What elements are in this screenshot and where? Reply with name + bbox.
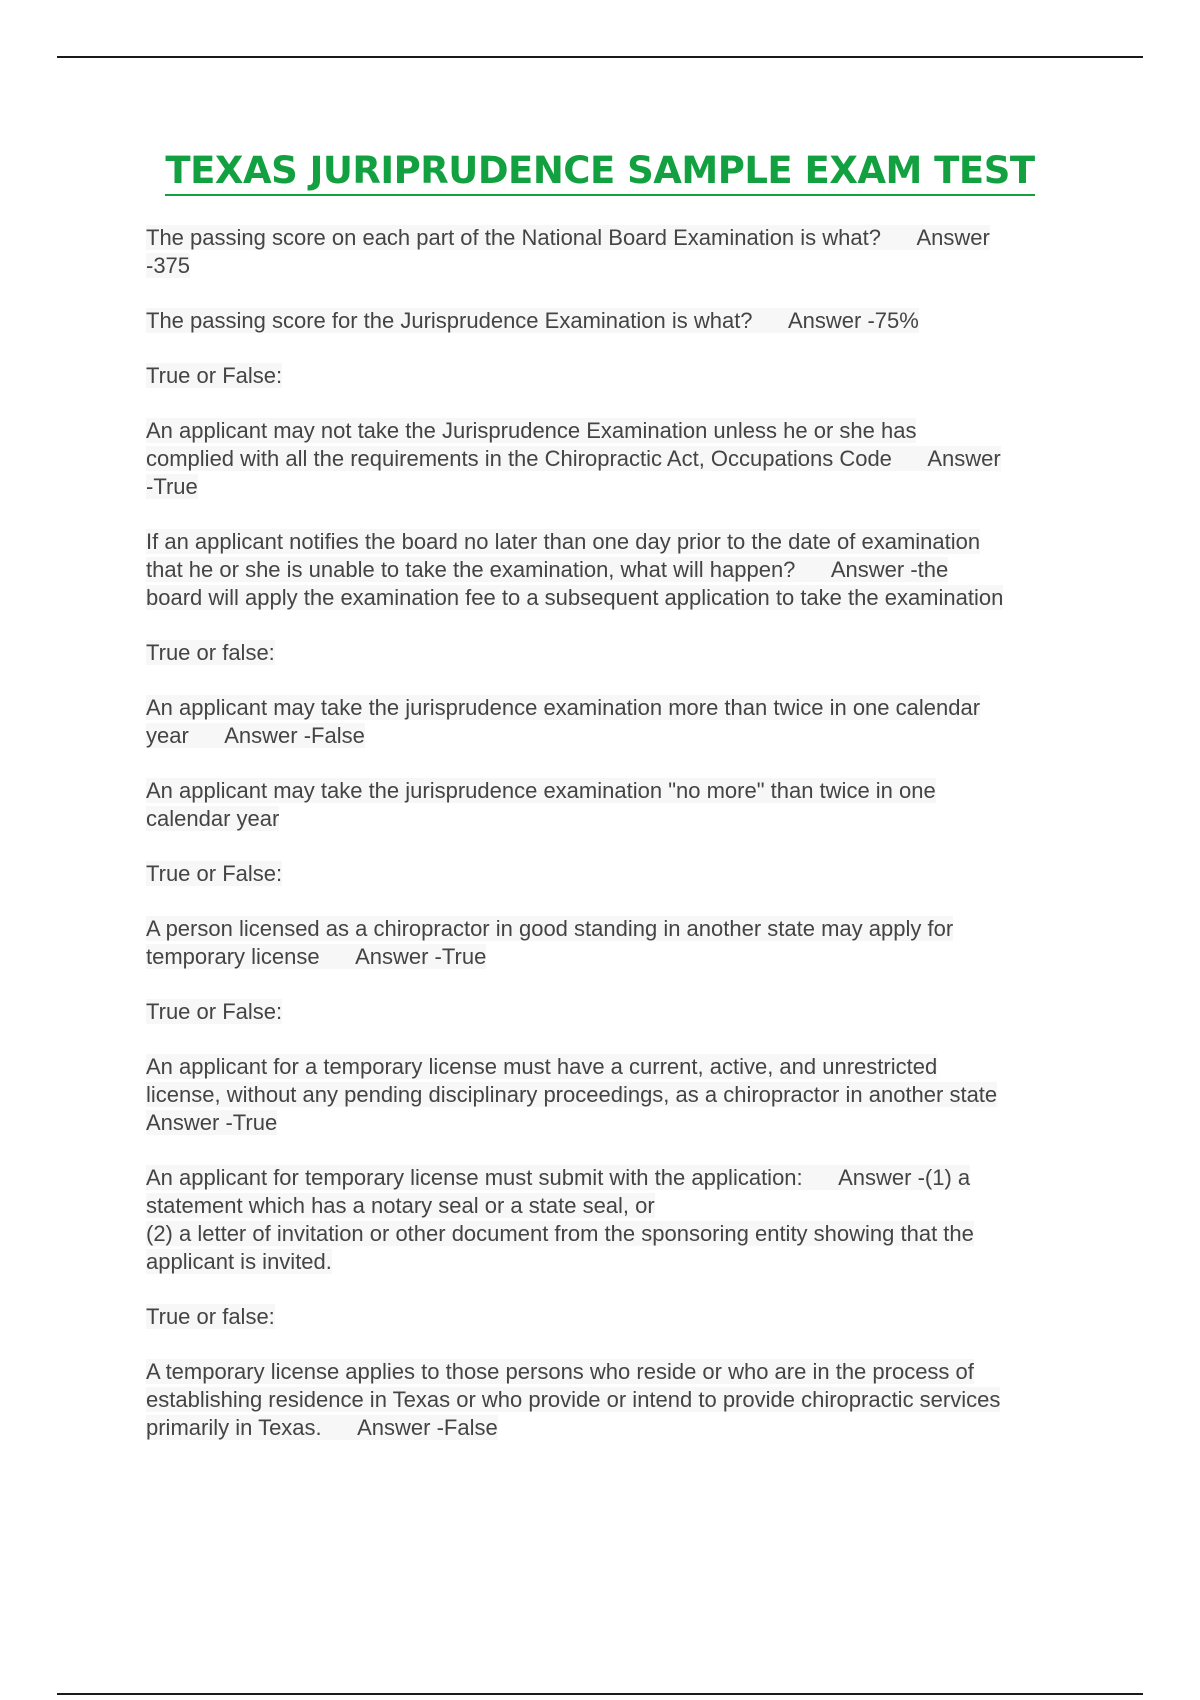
paragraph: A temporary license applies to those persons who reside or who are in the process of establishing residence in Texas or who provide or intend to provide chiropractic services primarily in Texas. Answer -False xyxy=(146,1359,1001,1440)
paragraph: True or False: xyxy=(146,861,283,886)
paragraph: An applicant for temporary license must submit with the application: Answer -(1) a statement which has a notary seal or a state seal, or (2) a letter of invitation or other document from the sponsoring entity showing that the applicant is invited. xyxy=(146,1165,974,1274)
paragraph: An applicant may not take the Jurisprudence Examination unless he or she has complied with all the requirements in the Chiropractic Act, Occupations Code Answer -True xyxy=(146,418,1001,499)
paragraph: True or False: xyxy=(146,999,283,1024)
paragraph: An applicant may take the jurisprudence examination "no more" than twice in one calendar year xyxy=(146,778,936,831)
paragraph: If an applicant notifies the board no later than one day prior to the date of examination that he or she is unable to take the examination, what will happen? Answer -the board will apply the examination fee to a subsequent application to take the examination xyxy=(146,529,1004,610)
paragraph: True or false: xyxy=(146,1304,275,1329)
paragraph: The passing score on each part of the National Board Examination is what? Answer -375 xyxy=(146,225,990,278)
header-rule xyxy=(57,56,1143,58)
paragraph: An applicant may take the jurisprudence examination more than twice in one calendar year Answer -False xyxy=(146,695,981,748)
footer-rule xyxy=(57,1693,1143,1695)
paragraph: A person licensed as a chiropractor in good standing in another state may apply for temporary license Answer -True xyxy=(146,916,954,969)
document-body xyxy=(146,224,1096,1469)
document-title: TEXAS JURIPRUDENCE SAMPLE EXAM TEST xyxy=(165,148,1034,196)
paragraph: An applicant for a temporary license must have a current, active, and unrestricted license, without any pending disciplinary proceedings, as a chiropractor in another state Answer -True xyxy=(146,1054,998,1135)
paragraph: The passing score for the Jurisprudence Examination is what? Answer -75% xyxy=(146,308,919,333)
title-container xyxy=(0,148,1200,196)
paragraph: True or False: xyxy=(146,363,283,388)
paragraph: True or false: xyxy=(146,640,275,665)
